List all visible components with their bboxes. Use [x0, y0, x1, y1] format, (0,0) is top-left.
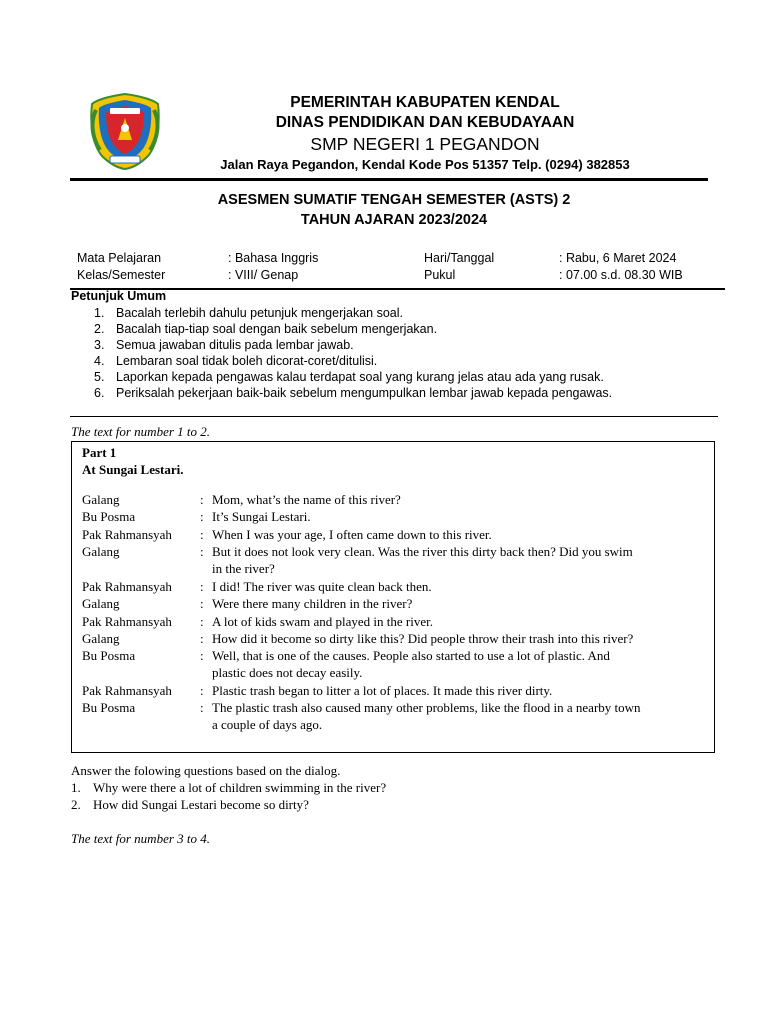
dialog-box: Part 1 At Sungai Lestari. Galang : Mom, what’s the name of this river? Bu Posma : It’s Sungai Lestari. Pak Rahmansyah : When I was your age, I often came down to this river. Galang : But it does not look very clean. Was the river this dirty back then? Did you swim in the river? Pak Rahmansyah : I did! The river was quite clean back then. Galang : Were there many children in the river? Pak Rahmansyah : A lot of kids swam and played in the river. Galang : How did it become so dirty like this? Did people throw their trash into this river? Bu Posma : Well, that is one of the causes. People also started to use a lot of plastic. And plastic does not decay easily. Pak Rahmansyah : Plastic trash began to litter a lot of places. It made this river dirty. Bu Posma : The plastic trash also caused many other problems, like the flood in a nearby town a couple of days ago.	[71, 441, 715, 753]
list-item: 2. Bacalah tiap-tiap soal dengan baik sebelum mengerjakan.	[94, 322, 438, 336]
time-value: : 07.00 s.d. 08.30 WIB	[559, 268, 683, 282]
school-name: SMP NEGERI 1 PEGANDON	[310, 134, 540, 154]
class-value: : VIII/ Genap	[228, 268, 299, 282]
agency-name: DINAS PENDIDIKAN DAN KEBUDAYAAN	[275, 114, 575, 131]
subject-value: : Bahasa Inggris	[228, 251, 319, 265]
list-item: 5. Laporkan kepada pengawas kalau terdapat soal yang kurang jelas atau ada yang rusak.	[94, 370, 604, 384]
class-label: Kelas/Semester	[77, 268, 166, 282]
info-rule	[70, 288, 725, 290]
date-value: : Rabu, 6 Maret 2024	[559, 251, 677, 265]
question-item: 2. How did Sungai Lestari become so dirty?	[71, 797, 309, 812]
date-label: Hari/Tanggal	[424, 251, 495, 265]
text-intro-2: The text for number 3 to 4.	[71, 831, 211, 846]
list-item: 3. Semua jawaban ditulis pada lembar jawab.	[94, 338, 354, 352]
question-item: 1. Why were there a lot of children swimming in the river?	[71, 780, 387, 795]
instructions-list	[94, 305, 612, 401]
exam-title: ASESMEN SUMATIF TENGAH SEMESTER (ASTS) 2	[217, 192, 571, 208]
academic-year: TAHUN AJARAN 2023/2024	[300, 212, 488, 228]
time-label: Pukul	[424, 268, 456, 282]
list-item: 1. Bacalah terlebih dahulu petunjuk mengerjakan soal.	[94, 306, 403, 320]
instructions-heading: Petunjuk Umum	[71, 289, 167, 303]
list-item: 4. Lembaran soal tidak boleh dicorat-coret/ditulisi.	[94, 354, 378, 368]
section-rule	[70, 416, 718, 417]
subject-label: Mata Pelajaran	[77, 251, 162, 265]
text-intro-1: The text for number 1 to 2.	[71, 424, 211, 439]
questions-intro: Answer the folowing questions based on the dialog.	[71, 763, 341, 778]
govt-name: PEMERINTAH KABUPATEN KENDAL	[290, 94, 560, 111]
school-address: Jalan Raya Pegandon, Kendal Kode Pos 51357 Telp. (0294) 382853	[220, 157, 630, 172]
part-heading: Part 1	[82, 445, 117, 460]
setting-heading: At Sungai Lestari.	[82, 462, 184, 477]
letterhead-rule	[70, 178, 708, 181]
list-item: 6. Periksalah pekerjaan baik-baik sebelum mengumpulkan lembar jawab kepada pengawas.	[94, 386, 613, 400]
